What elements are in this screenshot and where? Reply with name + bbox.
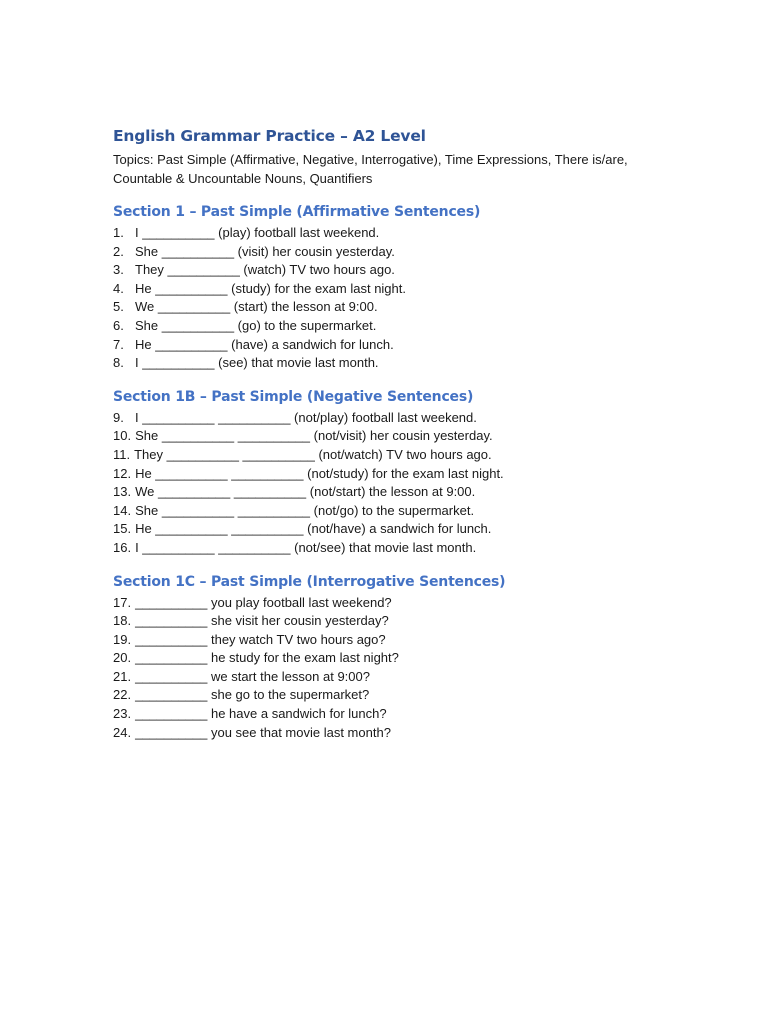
section-1b-list: [113, 409, 748, 558]
document-title: English Grammar Practice – A2 Level: [113, 127, 426, 145]
item-number: 15.: [113, 521, 132, 537]
item-text: He __________ (study) for the exam last night.: [135, 280, 406, 296]
item-text: We __________ (start) the lesson at 9:00.: [135, 299, 378, 315]
list-item: [113, 483, 748, 502]
list-item: [113, 336, 748, 355]
item-number: 16.: [113, 539, 132, 555]
item-text: I __________ (see) that movie last month.: [135, 355, 379, 371]
section-1c-title: Section 1C – Past Simple (Interrogative Sentences): [113, 573, 506, 590]
item-number: 21.: [113, 668, 132, 684]
list-item: [113, 631, 748, 650]
item-text: __________ she go to the supermarket?: [135, 687, 370, 703]
item-number: 18.: [113, 613, 132, 629]
topics-text: Topics: Past Simple (Affirmative, Negative, Interrogative), Time Expressions, There is/are, Countable & Uncountable Nouns, Quantifiers: [113, 152, 628, 186]
item-number: 9.: [113, 409, 124, 425]
list-item: [113, 649, 748, 668]
item-number: 23.: [113, 706, 132, 722]
item-number: 11.: [113, 446, 131, 462]
item-text: She __________ __________ (not/visit) her cousin yesterday.: [135, 428, 493, 444]
list-item: [113, 705, 748, 724]
item-number: 5.: [113, 299, 124, 315]
list-item: [113, 594, 748, 613]
item-text: She __________ (visit) her cousin yesterday.: [135, 243, 395, 259]
list-item: [113, 261, 748, 280]
item-number: 13.: [113, 484, 132, 500]
list-item: [113, 502, 748, 521]
item-number: 1.: [113, 225, 124, 240]
item-text: __________ he have a sandwich for lunch?: [135, 706, 387, 722]
item-text: __________ you see that movie last month?: [135, 724, 391, 740]
item-number: 8.: [113, 355, 124, 371]
section-1b-title: Section 1B – Past Simple (Negative Sentences): [113, 388, 474, 405]
list-item: [113, 668, 748, 687]
list-item: [113, 520, 748, 539]
item-number: 3.: [113, 262, 124, 278]
section-1-title: Section 1 – Past Simple (Affirmative Sentences): [113, 204, 481, 220]
item-number: 10.: [113, 428, 132, 444]
list-item: [113, 354, 748, 373]
item-number: 7.: [113, 336, 124, 352]
item-text: __________ you play football last weekend?: [135, 594, 392, 610]
item-number: 6.: [113, 317, 124, 333]
item-number: 19.: [113, 631, 132, 647]
item-text: She __________ (go) to the supermarket.: [135, 317, 377, 333]
section-1-list: [113, 224, 748, 373]
item-text: They __________ (watch) TV two hours ago.: [135, 262, 395, 278]
item-number: 20.: [113, 650, 132, 666]
item-text: __________ she visit her cousin yesterday?: [135, 613, 389, 629]
list-item: [113, 243, 748, 262]
list-item: [113, 280, 748, 299]
list-item: [113, 465, 748, 484]
item-text: She __________ __________ (not/go) to the supermarket.: [135, 502, 475, 518]
list-item: [113, 317, 748, 336]
list-item: [113, 298, 748, 317]
item-number: 14.: [113, 502, 132, 518]
item-text: We __________ __________ (not/start) the lesson at 9:00.: [135, 484, 476, 500]
item-number: 24.: [113, 724, 132, 740]
item-text: I __________ __________ (not/play) football last weekend.: [135, 409, 477, 425]
item-text: I __________ (play) football last weekend.: [135, 225, 380, 240]
item-text: He __________ __________ (not/study) for the exam last night.: [135, 465, 504, 481]
item-text: They __________ __________ (not/watch) TV two hours ago.: [134, 446, 492, 462]
item-number: 2.: [113, 243, 124, 259]
list-item: [113, 427, 748, 446]
item-text: __________ they watch TV two hours ago?: [135, 631, 386, 647]
item-number: 4.: [113, 280, 124, 296]
item-text: I __________ __________ (not/see) that movie last month.: [135, 539, 477, 555]
list-item: [113, 612, 748, 631]
item-number: 17.: [113, 594, 132, 610]
list-item: [113, 686, 748, 705]
item-text: He __________ (have) a sandwich for lunch.: [135, 336, 394, 352]
item-number: 12.: [113, 465, 132, 481]
list-item: [113, 409, 748, 428]
list-item: [113, 724, 748, 743]
item-number: 22.: [113, 687, 132, 703]
list-item: [113, 224, 748, 243]
item-text: __________ he study for the exam last night?: [135, 650, 399, 666]
item-text: He __________ __________ (not/have) a sandwich for lunch.: [135, 521, 492, 537]
section-1c-list: [113, 594, 748, 743]
list-item: [113, 446, 748, 465]
item-text: __________ we start the lesson at 9:00?: [135, 668, 370, 684]
list-item: [113, 539, 748, 558]
